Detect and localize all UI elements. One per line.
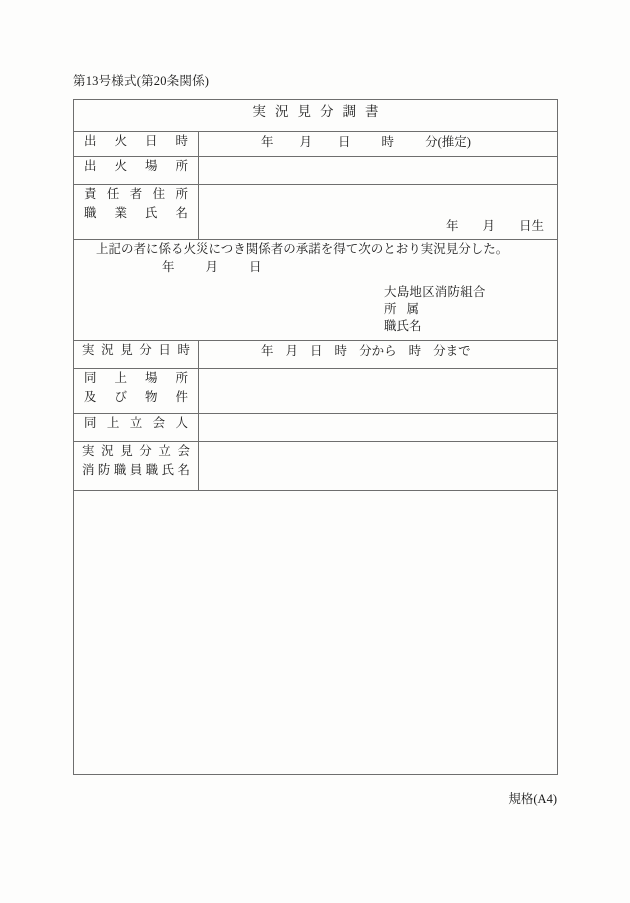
survey-minute-from-label: 分から [359, 344, 397, 358]
signature-block [74, 284, 557, 335]
ignition-month-label: 月 [299, 135, 313, 149]
survey-witness-label: 同上立会人 [84, 416, 188, 430]
birth-month-label: 月 [482, 219, 495, 233]
survey-minute-to-label: 分まで [433, 344, 471, 358]
survey-datetime-label: 実況見分日時 [82, 343, 190, 357]
fire-officer-value-cell[interactable] [199, 442, 558, 491]
affiliation-label-part-b: 属 [406, 302, 420, 316]
responsible-person-address-label: 責任者住所 [84, 187, 188, 201]
ignition-datetime-placeholder [199, 132, 557, 150]
birth-date-placeholder [446, 216, 544, 234]
table-row-ignition-datetime [74, 132, 558, 157]
table-row-body [74, 491, 558, 775]
affiliation-label-part-a: 所 [384, 302, 397, 316]
statement-day-label: 日 [249, 260, 262, 274]
responsible-person-occupation-name-label: 職業氏名 [84, 206, 188, 220]
page-title: 実況見分調書 [252, 104, 388, 119]
statement-text: 上記の者に係る火災につき関係者の承諾を得て次のとおり実況見分した。 [96, 242, 509, 256]
statement-year-label: 年 [162, 260, 175, 274]
fire-officer-label-cell [74, 442, 199, 491]
survey-datetime-label-cell [74, 341, 199, 369]
ignition-hour-label: 時 [381, 135, 395, 149]
ignition-datetime-value-cell[interactable] [199, 132, 558, 157]
ignition-datetime-label: 出火日時 [84, 134, 188, 148]
survey-hour-to-label: 時 [408, 344, 422, 358]
ignition-place-label-cell [74, 157, 199, 185]
survey-witness-label-cell [74, 414, 199, 442]
survey-day-label: 日 [310, 344, 323, 358]
report-body-cell[interactable] [74, 491, 558, 775]
statement-cell [74, 240, 558, 341]
ignition-datetime-label-cell [74, 132, 199, 157]
table-row-responsible-person [74, 185, 558, 240]
investigation-report-table [73, 99, 558, 775]
survey-place-label-line1: 同上場所 [84, 371, 188, 385]
statement-month-label: 月 [205, 260, 219, 274]
ignition-day-label: 日 [338, 135, 351, 149]
table-row-title [74, 100, 558, 132]
survey-datetime-value-cell[interactable] [199, 341, 558, 369]
survey-place-label-line2: 及び物件 [84, 390, 188, 404]
survey-place-value-cell[interactable] [199, 369, 558, 414]
fire-officer-label-line2: 消防職員職氏名 [82, 463, 190, 477]
survey-datetime-placeholder [199, 341, 557, 359]
responsible-person-value-cell[interactable] [199, 185, 558, 240]
survey-witness-value-cell[interactable] [199, 414, 558, 442]
survey-place-label-cell [74, 369, 199, 414]
statement-date-placeholder [74, 258, 557, 277]
responsible-person-label-cell [74, 185, 199, 240]
ignition-place-value-cell[interactable] [199, 157, 558, 185]
ignition-place-label: 出火場所 [84, 159, 188, 173]
ignition-minute-label: 分(推定) [425, 135, 471, 149]
table-row-fire-officer [74, 442, 558, 491]
table-row-survey-place [74, 369, 558, 414]
table-row-ignition-place [74, 157, 558, 185]
table-row-statement [74, 240, 558, 341]
document-title-cell [74, 100, 558, 132]
survey-hour-from-label: 時 [334, 344, 348, 358]
fire-officer-label-line1: 実況見分立会 [82, 444, 190, 458]
table-row-survey-datetime [74, 341, 558, 369]
survey-month-label: 月 [285, 344, 299, 358]
table-row-survey-witness [74, 414, 558, 442]
birth-year-label: 年 [445, 219, 459, 233]
organization-name: 大島地区消防組合 [384, 285, 486, 299]
paper-size-footer: 規格(A4) [508, 792, 557, 806]
ignition-year-label: 年 [261, 135, 274, 149]
birth-day-label: 日生 [518, 219, 544, 233]
affiliation-label [384, 301, 557, 318]
form-number-heading: 第13号様式(第20条関係) [73, 74, 210, 88]
survey-year-label: 年 [261, 344, 274, 358]
officer-name-label: 職氏名 [384, 319, 422, 333]
